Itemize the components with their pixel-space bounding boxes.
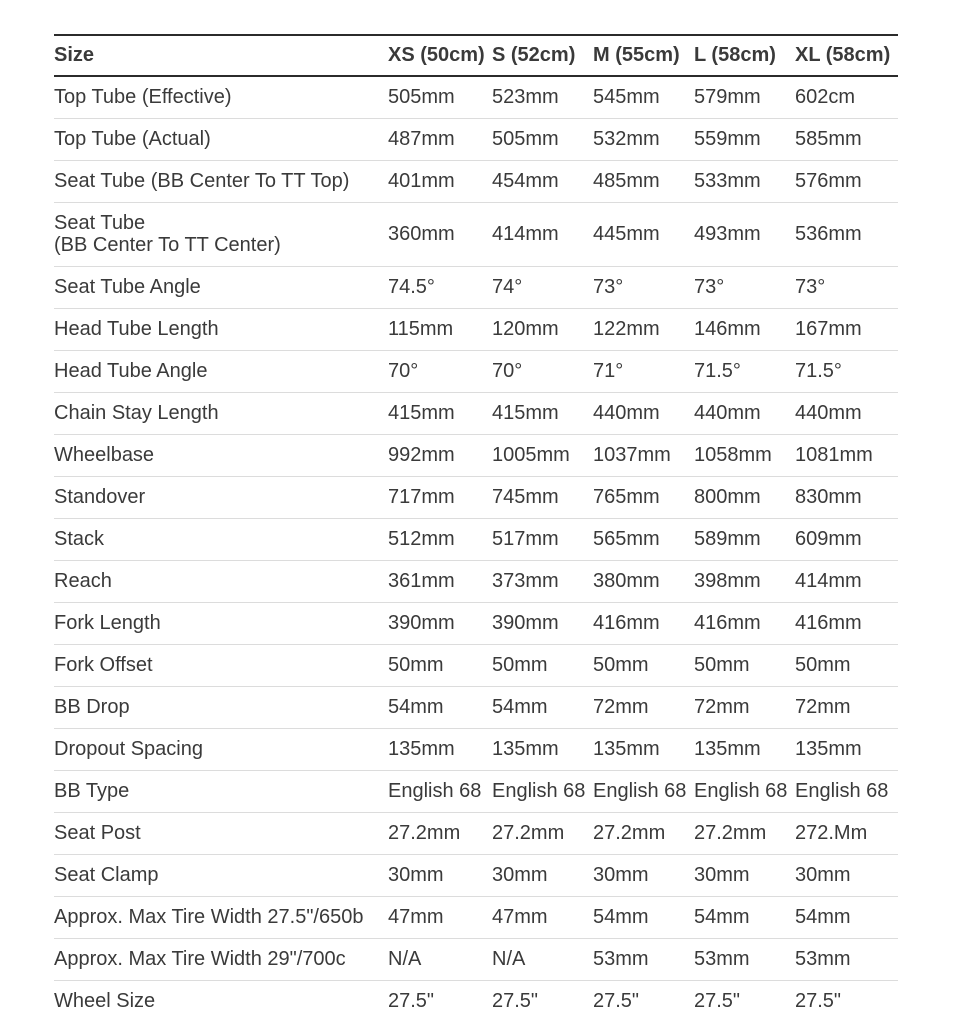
- table-row: [54, 308, 898, 350]
- table-row: [54, 202, 898, 266]
- table-cell: 373mm: [492, 570, 559, 592]
- table-cell: 585mm: [795, 128, 862, 150]
- table-cell: 830mm: [795, 486, 862, 508]
- table-cell: 1005mm: [492, 444, 570, 466]
- table-cell: 27.5": [492, 990, 539, 1013]
- table-cell: 135mm: [492, 738, 559, 760]
- row-label: Seat Clamp: [54, 864, 159, 886]
- row-label: Seat Tube Angle: [54, 276, 201, 298]
- table-cell: 380mm: [593, 570, 660, 592]
- table-cell: 50mm: [388, 654, 444, 676]
- table-cell: 414mm: [492, 223, 559, 245]
- table-cell: 50mm: [593, 654, 649, 676]
- table-cell: 401mm: [388, 170, 455, 192]
- table-cell: 487mm: [388, 128, 455, 150]
- table-cell: 27.2mm: [593, 822, 666, 844]
- table-cell: 70°: [492, 360, 523, 382]
- table-cell: 54mm: [492, 696, 548, 718]
- table-cell: 272.Mm: [795, 822, 868, 844]
- table-cell: 72mm: [593, 696, 649, 718]
- table-cell: 1081mm: [795, 444, 873, 466]
- row-label: [54, 202, 388, 266]
- table-row: [54, 266, 898, 308]
- table-cell: 47mm: [492, 906, 548, 928]
- table-cell: English 68: [492, 780, 586, 802]
- table-cell: 47mm: [388, 906, 444, 928]
- table-cell: 54mm: [593, 906, 649, 928]
- table-cell: 1058mm: [694, 444, 772, 466]
- table-row: [54, 686, 898, 728]
- row-label: Head Tube Length: [54, 318, 219, 340]
- row-label: Seat Tube (BB Center To TT Top): [54, 170, 350, 192]
- table-row: [54, 938, 898, 980]
- row-label: Seat Post: [54, 822, 141, 844]
- table-cell: 414mm: [795, 570, 862, 592]
- table-cell: 54mm: [795, 906, 851, 928]
- table-cell: 73°: [593, 276, 624, 298]
- table-cell: 50mm: [795, 654, 851, 676]
- table-header-row: [54, 35, 898, 76]
- table-cell: 717mm: [388, 486, 455, 508]
- table-cell: 512mm: [388, 528, 455, 550]
- row-label: Top Tube (Actual): [54, 128, 211, 150]
- table-cell: 1037mm: [593, 444, 671, 466]
- table-cell: 135mm: [593, 738, 660, 760]
- table-row: [54, 76, 898, 118]
- table-cell: 115mm: [388, 318, 454, 340]
- row-label: BB Type: [54, 780, 130, 802]
- row-label: Fork Offset: [54, 654, 153, 676]
- table-cell: 27.2mm: [492, 822, 565, 844]
- table-cell: 135mm: [795, 738, 862, 760]
- table-cell: 445mm: [593, 223, 660, 245]
- table-cell: 54mm: [388, 696, 444, 718]
- table-cell: 523mm: [492, 86, 559, 109]
- header-xs: XS (50cm): [388, 44, 485, 66]
- table-cell: 440mm: [593, 402, 660, 424]
- table-cell: 602cm: [795, 86, 856, 109]
- row-label: Fork Length: [54, 612, 161, 634]
- table-cell: 72mm: [694, 696, 750, 718]
- table-cell: English 68: [795, 780, 889, 802]
- row-label: Top Tube (Effective): [54, 86, 232, 109]
- table-cell: 70°: [388, 360, 419, 382]
- table-cell: 440mm: [694, 402, 761, 424]
- table-cell: 493mm: [694, 223, 761, 245]
- table-cell: 74°: [492, 276, 523, 298]
- table-cell: 30mm: [593, 864, 649, 886]
- table-cell: 27.5": [388, 990, 435, 1013]
- table-cell: 135mm: [694, 738, 761, 760]
- table-row: [54, 896, 898, 938]
- table-row: [54, 476, 898, 518]
- table-cell: 30mm: [795, 864, 851, 886]
- table-row: [54, 602, 898, 644]
- table-cell: 415mm: [388, 402, 455, 424]
- table-cell: 27.5": [795, 990, 842, 1013]
- table-row: [54, 392, 898, 434]
- table-cell: 53mm: [593, 948, 649, 970]
- row-label: Head Tube Angle: [54, 360, 208, 382]
- table-row: [54, 160, 898, 202]
- table-cell: 576mm: [795, 170, 862, 192]
- table-cell: 146mm: [694, 318, 761, 340]
- table-cell: 390mm: [388, 612, 455, 634]
- table-cell: 53mm: [694, 948, 750, 970]
- table-cell: 71°: [593, 360, 624, 382]
- row-label: Wheel Size: [54, 990, 156, 1013]
- table-cell: 579mm: [694, 86, 761, 109]
- table-cell: 30mm: [492, 864, 548, 886]
- table-row: [54, 812, 898, 854]
- table-cell: 53mm: [795, 948, 851, 970]
- row-label: Wheelbase: [54, 444, 155, 466]
- table-cell: 532mm: [593, 128, 660, 150]
- table-row: [54, 350, 898, 392]
- table-row: [54, 434, 898, 476]
- table-cell: 167mm: [795, 318, 862, 340]
- table-cell: 30mm: [694, 864, 750, 886]
- table-cell: 415mm: [492, 402, 559, 424]
- table-cell: 505mm: [492, 128, 559, 150]
- table-row: [54, 770, 898, 812]
- table-cell: 992mm: [388, 444, 455, 466]
- table-cell: 440mm: [795, 402, 862, 424]
- row-label: Approx. Max Tire Width 27.5"/650b: [54, 906, 364, 928]
- table-cell: 517mm: [492, 528, 559, 550]
- table-cell: 454mm: [492, 170, 559, 192]
- table-cell: 73°: [694, 276, 725, 298]
- header-xl: XL (58cm): [795, 44, 891, 66]
- table-cell: 545mm: [593, 86, 660, 109]
- table-cell: 745mm: [492, 486, 559, 508]
- table-cell: 74.5°: [388, 276, 435, 298]
- header-m: M (55cm): [593, 44, 680, 66]
- table-cell: 765mm: [593, 486, 660, 508]
- table-row: [54, 118, 898, 160]
- table-cell: 416mm: [593, 612, 660, 634]
- table-cell: 122mm: [593, 318, 660, 340]
- table-cell: English 68: [593, 780, 687, 802]
- table-cell: 361mm: [388, 570, 455, 592]
- row-label: Reach: [54, 570, 112, 592]
- table-cell: 565mm: [593, 528, 660, 550]
- table-cell: 800mm: [694, 486, 761, 508]
- table-row: [54, 854, 898, 896]
- header-s: S (52cm): [492, 44, 576, 66]
- table-row: [54, 728, 898, 770]
- table-cell: 27.2mm: [388, 822, 461, 844]
- table-cell: 135mm: [388, 738, 455, 760]
- table-cell: 27.2mm: [694, 822, 767, 844]
- table-cell: 71.5°: [694, 360, 741, 382]
- table-cell: 30mm: [388, 864, 444, 886]
- table-cell: 27.5": [694, 990, 741, 1013]
- geometry-table: [54, 34, 898, 1022]
- table-cell: 416mm: [795, 612, 862, 634]
- table-cell: 398mm: [694, 570, 761, 592]
- row-label-line: (BB Center To TT Center): [54, 234, 281, 256]
- table-cell: 589mm: [694, 528, 761, 550]
- table-row: [54, 644, 898, 686]
- table-cell: 485mm: [593, 170, 660, 192]
- header-size: Size: [54, 44, 95, 66]
- table-cell: English 68: [388, 780, 482, 802]
- table-cell: 390mm: [492, 612, 559, 634]
- table-cell: 533mm: [694, 170, 761, 192]
- table-row: [54, 980, 898, 1022]
- row-label: Approx. Max Tire Width 29"/700c: [54, 948, 346, 970]
- row-label: Dropout Spacing: [54, 738, 203, 760]
- table-cell: 73°: [795, 276, 826, 298]
- table-cell: English 68: [694, 780, 788, 802]
- row-label: Standover: [54, 486, 146, 508]
- row-label: BB Drop: [54, 696, 130, 718]
- table-cell: 50mm: [492, 654, 548, 676]
- table-cell: 72mm: [795, 696, 851, 718]
- table-cell: 71.5°: [795, 360, 842, 382]
- row-label: Chain Stay Length: [54, 402, 219, 424]
- table-cell: 54mm: [694, 906, 750, 928]
- table-cell: 505mm: [388, 86, 455, 109]
- table-cell: 609mm: [795, 528, 862, 550]
- table-cell: 120mm: [492, 318, 559, 340]
- table-cell: 559mm: [694, 128, 761, 150]
- row-label-line: Seat Tube: [54, 212, 146, 234]
- header-l: L (58cm): [694, 44, 776, 66]
- row-label: Stack: [54, 528, 105, 550]
- table-cell: 536mm: [795, 223, 862, 245]
- table-cell: N/A: [388, 948, 422, 970]
- table-cell: 50mm: [694, 654, 750, 676]
- table-row: [54, 560, 898, 602]
- table-row: [54, 518, 898, 560]
- table-cell: 360mm: [388, 223, 455, 245]
- table-cell: 27.5": [593, 990, 640, 1013]
- table-cell: N/A: [492, 948, 526, 970]
- table-cell: 416mm: [694, 612, 761, 634]
